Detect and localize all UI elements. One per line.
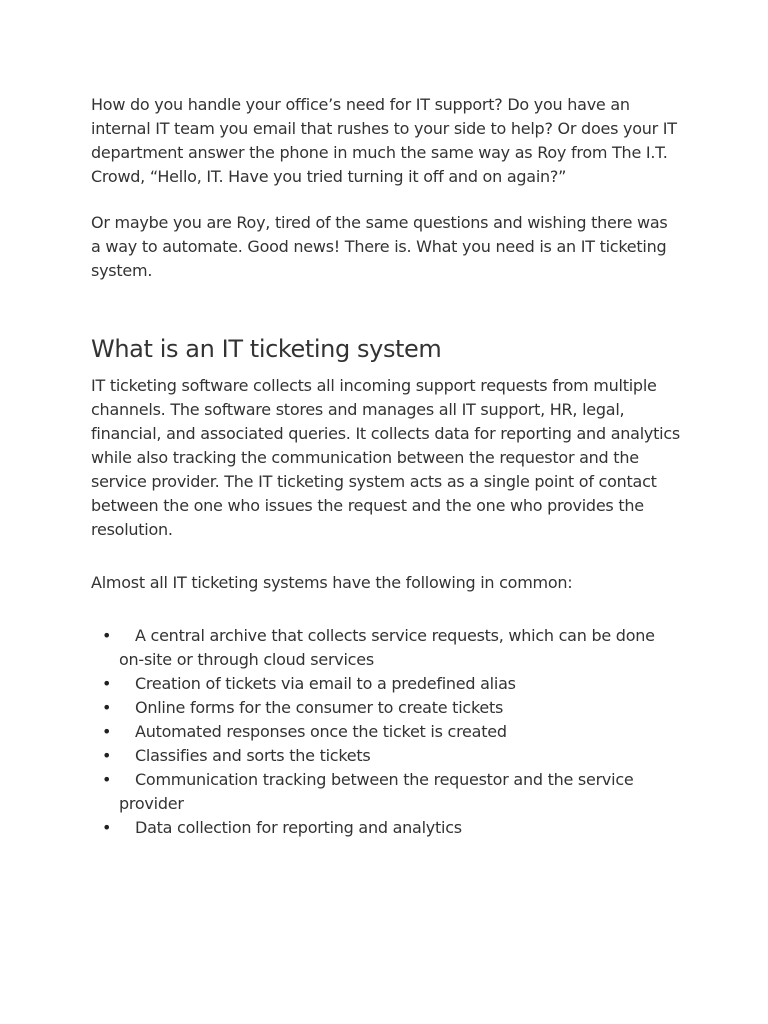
list-item-text: Data collection for reporting and analytics	[135, 818, 462, 837]
bullet-icon: •	[102, 698, 112, 717]
intro-paragraph: How do you handle your office’s need for IT support? Do you have an internal IT team you email that rushes to your side to help? Or does your IT department answer the phone in much the same way as Roy from The I.T. Crowd, “Hello, IT. Have you tried turning it off and on again?”	[91, 95, 677, 186]
list-item-text: A central archive that collects service requests, which can be done on-site or through cloud services	[119, 626, 655, 669]
bullet-icon: •	[102, 770, 112, 789]
feature-list	[91, 624, 681, 840]
list-item-text: Communication tracking between the requestor and the service provider	[119, 770, 634, 813]
list-item	[91, 672, 681, 696]
list-item	[91, 696, 681, 720]
list-intro-paragraph: Almost all IT ticketing systems have the following in common:	[91, 573, 573, 592]
bullet-icon: •	[102, 818, 112, 837]
intro-paragraph: Or maybe you are Roy, tired of the same questions and wishing there was a way to automate. Good news! There is. What you need is an IT ticketing system.	[91, 213, 668, 280]
list-item-text: Online forms for the consumer to create tickets	[135, 698, 504, 717]
list-item	[91, 744, 681, 768]
bullet-icon: •	[102, 746, 112, 765]
list-item-text: Creation of tickets via email to a predefined alias	[135, 674, 516, 693]
document-page	[91, 93, 681, 840]
list-item	[91, 624, 681, 672]
bullet-icon: •	[102, 674, 112, 693]
list-item	[91, 816, 681, 840]
list-item	[91, 768, 681, 816]
list-item-text: Automated responses once the ticket is created	[135, 722, 507, 741]
list-item	[91, 720, 681, 744]
section-heading: What is an IT ticketing system	[91, 335, 442, 363]
section-paragraph: IT ticketing software collects all incoming support requests from multiple channels. The software stores and manages all IT support, HR, legal, financial, and associated queries. It collects data for reporting and analytics while also tracking the communication between the requestor and the service provider. The IT ticketing system acts as a single point of contact between the one who issues the request and the one who provides the resolution.	[91, 376, 680, 539]
bullet-icon: •	[102, 722, 112, 741]
list-item-text: Classifies and sorts the tickets	[135, 746, 371, 765]
bullet-icon: •	[102, 626, 112, 645]
